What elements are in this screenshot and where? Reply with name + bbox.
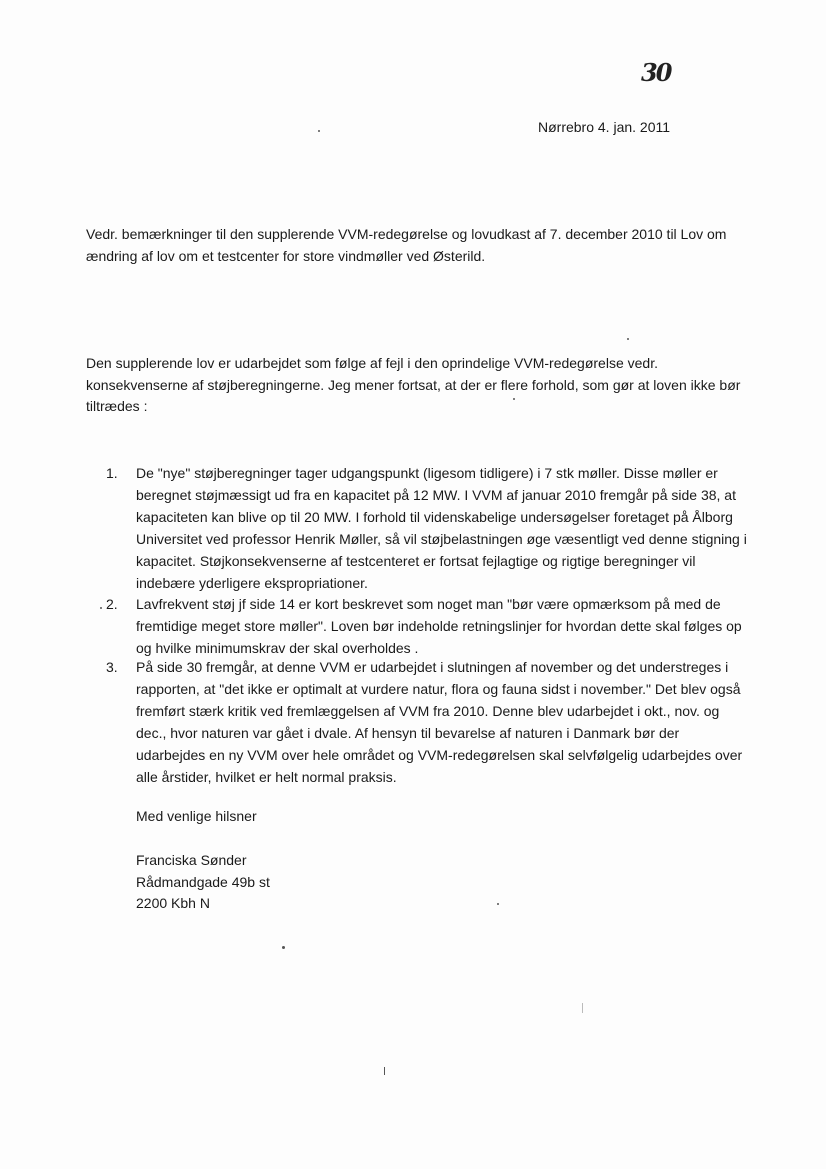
list-item-text [136, 593, 742, 659]
closing-greeting: Med venlige hilsner [136, 808, 257, 824]
list-item-text [136, 462, 747, 594]
scan-speck [282, 946, 285, 949]
list-item-line: kapacitet. Støjkonsekvenserne af testcenteret er fortsat fejlagtige og rigtige beregninger vil [136, 553, 696, 569]
subject-line: Vedr. bemærkninger til den supplerende VVM-redegørelse og lovudkast af 7. december 2010 til Lov om [86, 226, 727, 242]
list-item-line: Universitet ved professor Henrik Møller, så vil støjbelastningen øge væsentligt ved denne stigning i [136, 531, 747, 547]
list-item-line: indebære yderligere ekspropriationer. [136, 575, 368, 591]
intro-line: Den supplerende lov er udarbejdet som følge af fejl i den oprindelige VVM-redegørelse vedr. [86, 355, 658, 371]
list-item-number: 1. [106, 465, 118, 481]
signature-name: Franciska Sønder [136, 852, 247, 868]
date-line: Nørrebro 4. jan. 2011 [538, 119, 671, 135]
scan-speck [627, 338, 629, 340]
list-item-line: Lavfrekvent støj jf side 14 er kort beskrevet som noget man "bør være opmærksom på med de [136, 596, 721, 612]
scan-speck [513, 398, 515, 400]
list-item-line: rapporten, at "det ikke er optimalt at vurdere natur, flora og fauna sidst i november." Det blev også [136, 681, 741, 697]
scan-speck [582, 1003, 583, 1013]
subject-line: ændring af lov om et testcenter for store vindmøller ved Østerild. [86, 247, 486, 264]
intro-line: tiltrædes : [86, 398, 148, 414]
list-item-line: kapaciteten kan blive op til 20 MW. I forhold til videnskabelige undersøgelser foretaget på Ålborg [136, 509, 733, 525]
intro-paragraph [86, 353, 754, 418]
list-item-line: udarbejdes en ny VVM over hele området og VVM-redegørelsen skal selvfølgelig udarbejdes over [136, 747, 743, 763]
list-item-line: og hvilke minimumskrav der skal overholdes . [136, 640, 419, 656]
signature-block [136, 850, 270, 915]
list-item-number: 3. [106, 659, 118, 675]
list-item-text [136, 656, 742, 788]
list-item-line: alle årstider, hvilket er helt normal praksis. [136, 769, 397, 785]
subject-paragraph [86, 224, 754, 267]
list-item-number: 2. [106, 596, 118, 612]
handwritten-page-number: 30 [641, 58, 671, 87]
scan-speck [100, 607, 102, 609]
list-item-line: De "nye" støjberegninger tager udgangspunkt (ligesom tidligere) i 7 stk møller. Disse møller er [136, 465, 718, 481]
list-item-line: fremført stærk kritik ved fremlæggelsen af VVM fra 2010. Denne blev udarbejdet i okt., nov. og [136, 703, 720, 719]
scan-speck [384, 1067, 385, 1075]
intro-line: konsekvenserne af støjberegningerne. Jeg mener fortsat, at der er flere forhold, som gør at loven ikke bør [86, 376, 741, 393]
list-item-line: På side 30 fremgår, at denne VVM er udarbejdet i slutningen af november og det understreges i [136, 659, 729, 675]
signature-postal: 2200 Kbh N [136, 895, 210, 911]
signature-street: Rådmandgade 49b st [136, 873, 270, 890]
list-item-line: dec., hvor naturen var gået i dvale. Af hensyn til bevarelse af naturen i Danmark bør der [136, 725, 680, 741]
scan-speck [497, 903, 499, 905]
list-item-line: fremtidige meget store møller". Loven bør indeholde retningslinjer for hvordan dette skal følges op [136, 618, 742, 634]
list-item-line: beregnet støjmæssigt ud fra en kapacitet på 12 MW. I VVM af januar 2010 fremgår på side 38, at [136, 487, 736, 503]
scan-speck [318, 130, 320, 132]
